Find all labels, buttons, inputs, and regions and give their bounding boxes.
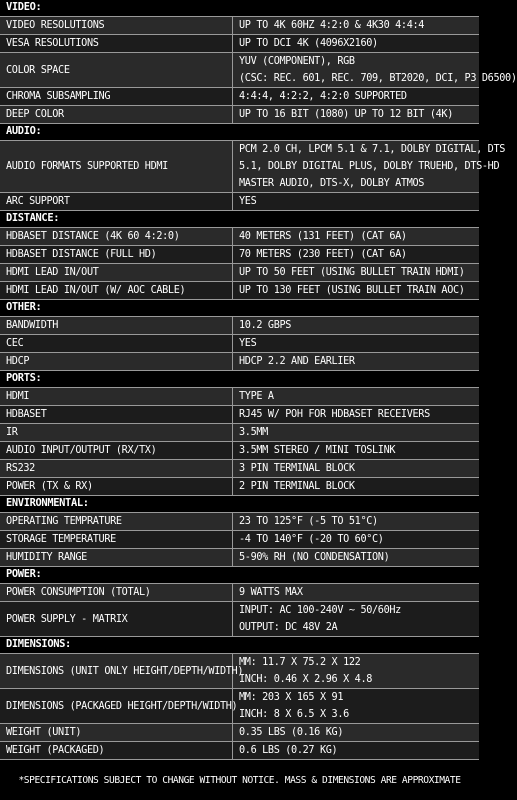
spec-value <box>233 531 479 548</box>
spec-value <box>233 53 517 87</box>
section-title: AUDIO: <box>0 124 479 140</box>
spec-value <box>233 17 479 34</box>
spec-value-line: 5.1, DOLBY DIGITAL PLUS, DOLBY TRUEHD, DTS-HD <box>239 161 500 172</box>
spec-value <box>233 106 479 123</box>
spec-value <box>233 141 505 192</box>
spec-value-line: UP TO 50 FEET (USING BULLET TRAIN HDMI) <box>239 267 465 278</box>
spec-value <box>233 246 479 263</box>
spec-value <box>233 317 479 334</box>
spec-label: HDBASET DISTANCE (FULL HD) <box>0 246 233 263</box>
spec-value <box>233 460 479 477</box>
spec-label: AUDIO INPUT/OUTPUT (RX/TX) <box>0 442 233 459</box>
spec-value <box>233 424 479 441</box>
spec-value <box>233 406 479 423</box>
spec-row <box>0 602 479 637</box>
spec-row <box>0 531 479 549</box>
spec-row <box>0 442 479 460</box>
spec-value <box>233 513 479 530</box>
spec-row <box>0 742 479 760</box>
spec-label: CHROMA SUBSAMPLING <box>0 88 233 105</box>
spec-row <box>0 549 479 567</box>
section-distance <box>0 211 479 300</box>
spec-value-line: -4 TO 140°F (-20 TO 60°C) <box>239 534 384 545</box>
spec-value-line: INCH: 0.46 X 2.96 X 4.8 <box>239 674 373 685</box>
spec-value-line: 23 TO 125°F (-5 TO 51°C) <box>239 516 378 527</box>
section-title: PORTS: <box>0 371 479 387</box>
spec-value <box>233 742 479 759</box>
spec-value-line: UP TO 4K 60HZ 4:2:0 & 4K30 4:4:4 <box>239 20 425 31</box>
spec-value-line: MM: 11.7 X 75.2 X 122 <box>239 657 361 668</box>
spec-row <box>0 335 479 353</box>
spec-value-line: UP TO 130 FEET (USING BULLET TRAIN AOC) <box>239 285 465 296</box>
spec-rows <box>0 653 479 760</box>
spec-value-line: 4:4:4, 4:2:2, 4:2:0 SUPPORTED <box>239 91 407 102</box>
spec-label: IR <box>0 424 233 441</box>
spec-rows <box>0 316 479 371</box>
spec-value <box>233 654 479 688</box>
spec-value <box>233 388 479 405</box>
spec-label: AUDIO FORMATS SUPPORTED HDMI <box>0 141 233 192</box>
spec-value-line: UP TO DCI 4K (4096X2160) <box>239 38 378 49</box>
spec-rows <box>0 140 506 211</box>
spec-row <box>0 228 479 246</box>
section-ports <box>0 371 479 496</box>
spec-value-line: TYPE A <box>239 391 274 402</box>
spec-value-line: YUV (COMPONENT), RGB <box>239 56 355 67</box>
spec-value-line: UP TO 16 BIT (1080) UP TO 12 BIT (4K) <box>239 109 453 120</box>
spec-value-line: 40 METERS (131 FEET) (CAT 6A) <box>239 231 407 242</box>
footer-note: *SPECIFICATIONS SUBJECT TO CHANGE WITHOUT NOTICE. MASS & DIMENSIONS ARE APPROXIMATE <box>18 774 461 786</box>
spec-row <box>0 478 479 496</box>
spec-value-line: 3 PIN TERMINAL BLOCK <box>239 463 355 474</box>
spec-label: DIMENSIONS (UNIT ONLY HEIGHT/DEPTH/WIDTH) <box>0 654 233 688</box>
section-power <box>0 567 479 637</box>
spec-label: POWER SUPPLY - MATRIX <box>0 602 233 636</box>
spec-value-line: INPUT: AC 100-240V ~ 50/60Hz <box>239 605 401 616</box>
spec-row <box>0 584 479 602</box>
spec-label: DIMENSIONS (PACKAGED HEIGHT/DEPTH/WIDTH) <box>0 689 233 723</box>
spec-label: WEIGHT (UNIT) <box>0 724 233 741</box>
section-title: DIMENSIONS: <box>0 637 479 653</box>
spec-rows <box>0 512 479 567</box>
section-video <box>0 0 517 124</box>
spec-value <box>233 335 479 352</box>
spec-row <box>0 460 479 478</box>
spec-row <box>0 106 479 124</box>
spec-row <box>0 193 479 211</box>
spec-label: RS232 <box>0 460 233 477</box>
spec-label: HDBASET DISTANCE (4K 60 4:2:0) <box>0 228 233 245</box>
spec-value-line: PCM 2.0 CH, LPCM 5.1 & 7.1, DOLBY DIGITAL, DTS <box>239 144 506 155</box>
section-title: ENVIRONMENTAL: <box>0 496 479 512</box>
spec-row <box>0 689 479 724</box>
spec-row <box>0 88 479 106</box>
spec-value-line: 3.5MM STEREO / MINI TOSLINK <box>239 445 396 456</box>
spec-label: COLOR SPACE <box>0 53 233 87</box>
spec-value-line: (CSC: REC. 601, REC. 709, BT2020, DCI, P3 D6500) <box>239 73 517 84</box>
spec-label: HUMIDITY RANGE <box>0 549 233 566</box>
spec-label: HDMI LEAD IN/OUT <box>0 264 233 281</box>
spec-value <box>233 264 479 281</box>
spec-row <box>0 654 479 689</box>
spec-row <box>0 424 479 442</box>
spec-label: POWER (TX & RX) <box>0 478 233 495</box>
section-other <box>0 300 479 371</box>
spec-value <box>233 689 479 723</box>
spec-value-line: 2 PIN TERMINAL BLOCK <box>239 481 355 492</box>
section-title: OTHER: <box>0 300 479 316</box>
spec-value-line: HDCP 2.2 AND EARLIER <box>239 356 355 367</box>
spec-value <box>233 602 479 636</box>
spec-value-line: 10.2 GBPS <box>239 320 292 331</box>
spec-value-line: 3.5MM <box>239 427 268 438</box>
spec-value-line: YES <box>239 196 257 207</box>
spec-row <box>0 282 479 300</box>
spec-row <box>0 317 479 335</box>
spec-value <box>233 724 479 741</box>
spec-row <box>0 388 479 406</box>
spec-label: VESA RESOLUTIONS <box>0 35 233 52</box>
section-title: DISTANCE: <box>0 211 479 227</box>
spec-row <box>0 264 479 282</box>
spec-value-line: 9 WATTS MAX <box>239 587 303 598</box>
spec-rows <box>0 16 517 124</box>
spec-label: DEEP COLOR <box>0 106 233 123</box>
spec-row <box>0 406 479 424</box>
spec-rows <box>0 227 479 300</box>
spec-label: HDBASET <box>0 406 233 423</box>
spec-row <box>0 353 479 371</box>
spec-value-line: YES <box>239 338 257 349</box>
spec-row <box>0 513 479 531</box>
spec-value-line: 70 METERS (230 FEET) (CAT 6A) <box>239 249 407 260</box>
spec-value <box>233 549 479 566</box>
spec-row <box>0 17 479 35</box>
spec-label: STORAGE TEMPERATURE <box>0 531 233 548</box>
spec-value-line: 0.6 LBS (0.27 KG) <box>239 745 338 756</box>
spec-value-line: 0.35 LBS (0.16 KG) <box>239 727 344 738</box>
spec-label: OPERATING TEMPRATURE <box>0 513 233 530</box>
spec-row <box>0 724 479 742</box>
spec-label: HDMI LEAD IN/OUT (W/ AOC CABLE) <box>0 282 233 299</box>
spec-label: CEC <box>0 335 233 352</box>
spec-label: HDCP <box>0 353 233 370</box>
spec-label: HDMI <box>0 388 233 405</box>
spec-label: ARC SUPPORT <box>0 193 233 210</box>
spec-value-line: 5-90% RH (NO CONDENSATION) <box>239 552 390 563</box>
spec-value <box>233 282 479 299</box>
spec-label: WEIGHT (PACKAGED) <box>0 742 233 759</box>
spec-row <box>0 246 479 264</box>
spec-value <box>233 35 479 52</box>
spec-label: BANDWIDTH <box>0 317 233 334</box>
section-dimensions <box>0 637 479 760</box>
spec-value-line: MM: 203 X 165 X 91 <box>239 692 344 703</box>
spec-value <box>233 584 479 601</box>
spec-rows <box>0 387 479 496</box>
spec-label: POWER CONSUMPTION (TOTAL) <box>0 584 233 601</box>
spec-value <box>233 442 479 459</box>
spec-value-line: INCH: 8 X 6.5 X 3.6 <box>239 709 349 720</box>
spec-label: VIDEO RESOLUTIONS <box>0 17 233 34</box>
section-audio <box>0 124 506 211</box>
section-environmental <box>0 496 479 567</box>
spec-row <box>0 141 506 193</box>
section-title: POWER: <box>0 567 479 583</box>
section-title: VIDEO: <box>0 0 479 16</box>
spec-rows <box>0 583 479 637</box>
spec-value <box>233 478 479 495</box>
spec-value <box>233 353 479 370</box>
spec-value <box>233 228 479 245</box>
spec-value-line: RJ45 W/ POH FOR HDBASET RECEIVERS <box>239 409 430 420</box>
spec-value <box>233 88 479 105</box>
spec-row <box>0 35 479 53</box>
spec-value-line: MASTER AUDIO, DTS-X, DOLBY ATMOS <box>239 178 425 189</box>
spec-row <box>0 53 517 88</box>
spec-value-line: OUTPUT: DC 48V 2A <box>239 622 338 633</box>
spec-value <box>233 193 479 210</box>
